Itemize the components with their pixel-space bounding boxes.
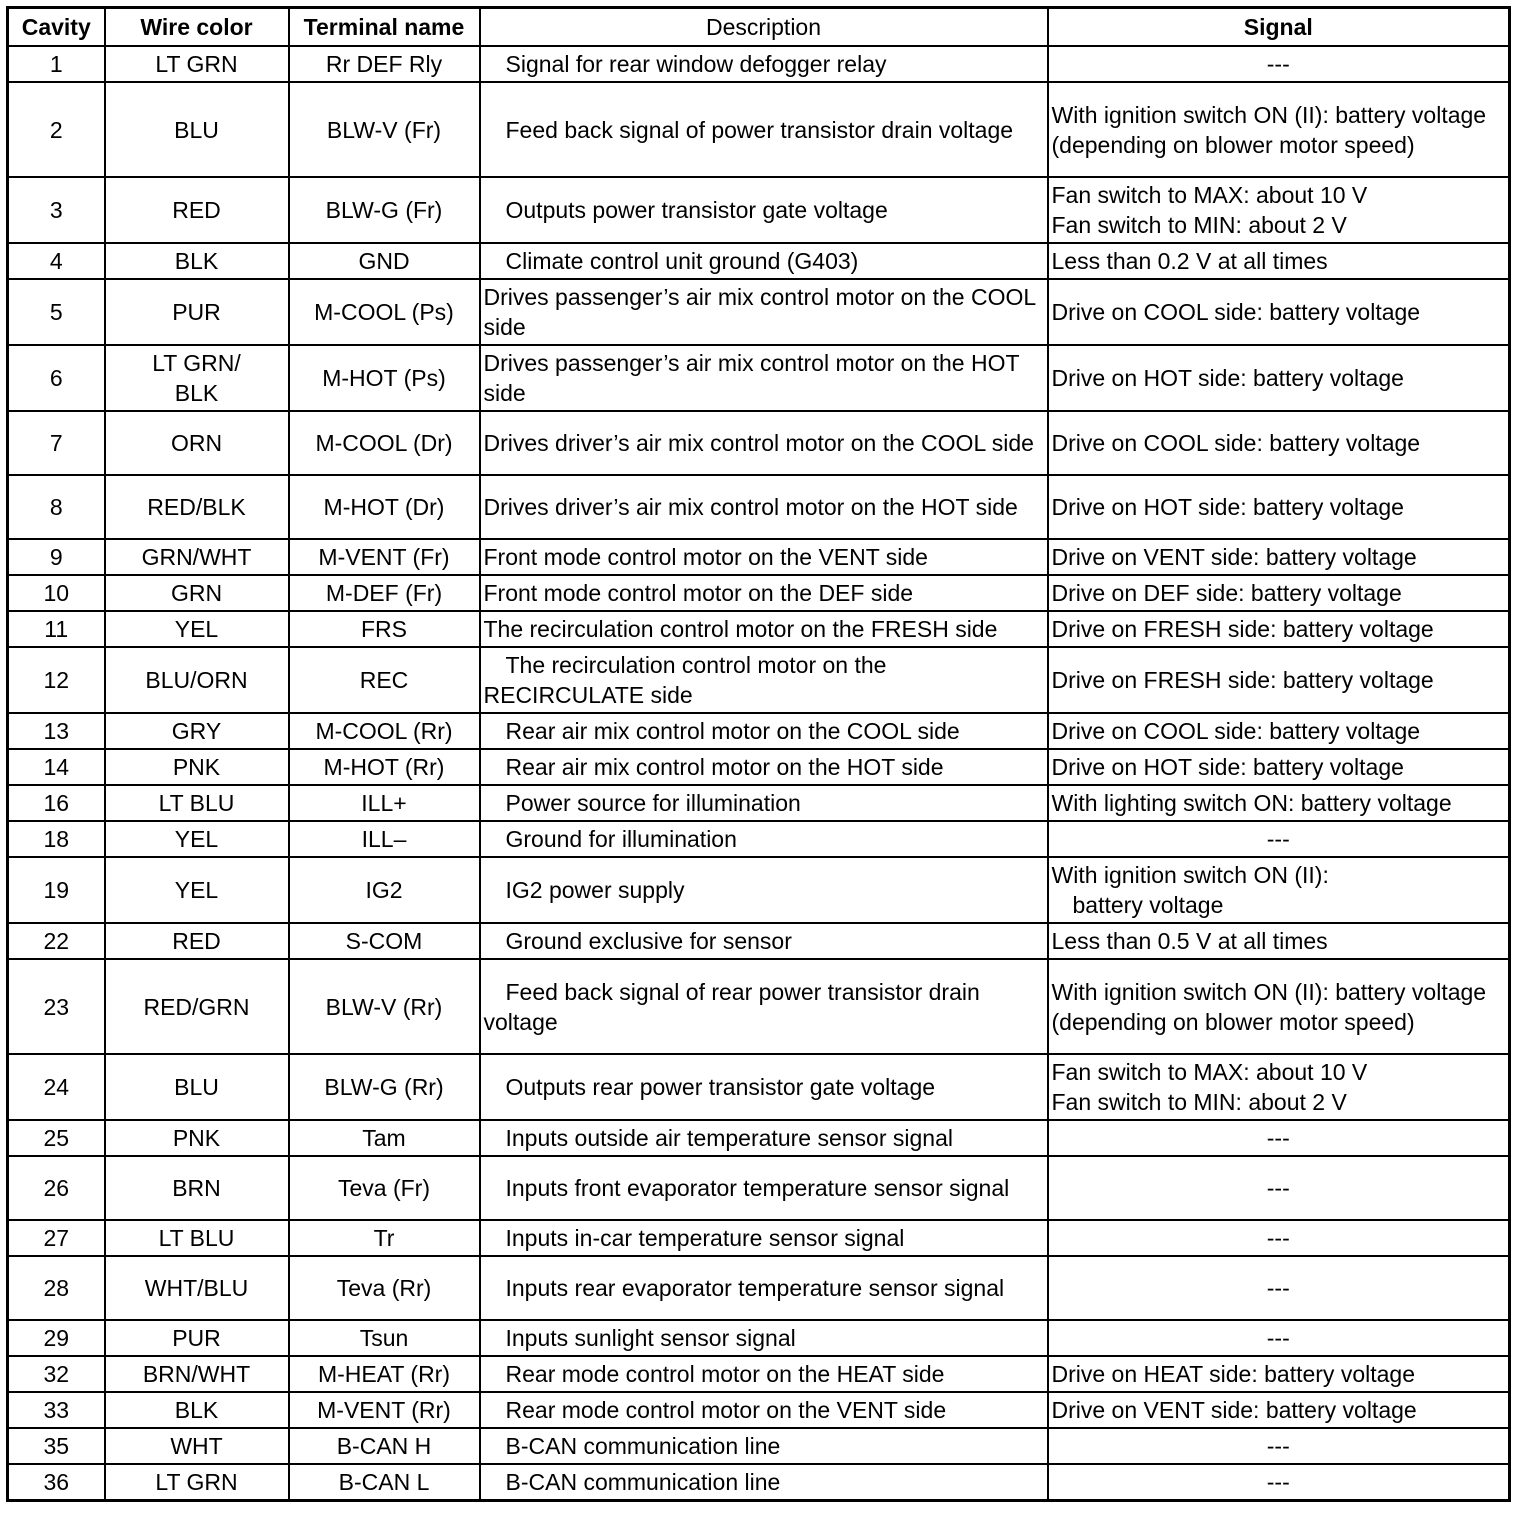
cell-description: Feed back signal of rear power transistor drain voltage [480,959,1048,1054]
cell-description: Rear air mix control motor on the COOL side [480,713,1048,749]
cell-cavity: 10 [8,575,105,611]
cell-cavity: 27 [8,1220,105,1256]
cell-signal: Drive on FRESH side: battery voltage [1048,647,1510,713]
cell-wire-color: BLK [105,1392,289,1428]
table-row [8,749,1510,785]
cell-cavity: 8 [8,475,105,539]
cell-signal: Drive on VENT side: battery voltage [1048,1392,1510,1428]
table-row [8,785,1510,821]
table-row [8,821,1510,857]
cell-terminal-name: M-VENT (Rr) [289,1392,480,1428]
pinout-table-container [6,6,1508,1502]
header-wire-color: Wire color [105,8,289,47]
cell-cavity: 36 [8,1464,105,1501]
cell-description: Drives driver’s air mix control motor on the HOT side [480,475,1048,539]
cell-cavity: 29 [8,1320,105,1356]
table-row [8,1356,1510,1392]
cell-terminal-name: REC [289,647,480,713]
cell-wire-color: GRN [105,575,289,611]
table-row [8,177,1510,243]
cell-description: The recirculation control motor on the FRESH side [480,611,1048,647]
cell-wire-color: YEL [105,821,289,857]
cell-terminal-name: Tam [289,1120,480,1156]
cell-description: Rear air mix control motor on the HOT side [480,749,1048,785]
cell-terminal-name: M-COOL (Dr) [289,411,480,475]
cell-signal: Drive on HEAT side: battery voltage [1048,1356,1510,1392]
cell-wire-color: BLU [105,1054,289,1120]
cell-description: Drives driver’s air mix control motor on the COOL side [480,411,1048,475]
cell-terminal-name: BLW-G (Fr) [289,177,480,243]
cell-description: Front mode control motor on the VENT side [480,539,1048,575]
pinout-table [6,6,1511,1502]
cell-wire-color: RED/GRN [105,959,289,1054]
cell-terminal-name: B-CAN H [289,1428,480,1464]
cell-signal: Drive on FRESH side: battery voltage [1048,611,1510,647]
cell-wire-color: ORN [105,411,289,475]
table-row [8,46,1510,82]
cell-signal: Fan switch to MAX: about 10 V Fan switch to MIN: about 2 V [1048,1054,1510,1120]
cell-description: Ground exclusive for sensor [480,923,1048,959]
cell-cavity: 13 [8,713,105,749]
cell-cavity: 5 [8,279,105,345]
cell-cavity: 24 [8,1054,105,1120]
cell-terminal-name: M-COOL (Rr) [289,713,480,749]
cell-cavity: 28 [8,1256,105,1320]
cell-wire-color: WHT/BLU [105,1256,289,1320]
cell-signal: --- [1048,1156,1510,1220]
cell-description: Inputs rear evaporator temperature sensor signal [480,1256,1048,1320]
table-row [8,1256,1510,1320]
cell-terminal-name: M-COOL (Ps) [289,279,480,345]
cell-wire-color: LT BLU [105,785,289,821]
cell-signal: Drive on HOT side: battery voltage [1048,475,1510,539]
cell-signal: Drive on COOL side: battery voltage [1048,279,1510,345]
cell-description: Signal for rear window defogger relay [480,46,1048,82]
header-cavity: Cavity [8,8,105,47]
cell-cavity: 32 [8,1356,105,1392]
cell-description: Inputs in-car temperature sensor signal [480,1220,1048,1256]
cell-description: The recirculation control motor on the RECIRCULATE side [480,647,1048,713]
cell-description: IG2 power supply [480,857,1048,923]
cell-terminal-name: M-VENT (Fr) [289,539,480,575]
cell-signal: --- [1048,1256,1510,1320]
cell-signal: Drive on COOL side: battery voltage [1048,713,1510,749]
cell-wire-color: PUR [105,279,289,345]
cell-cavity: 7 [8,411,105,475]
cell-signal: Drive on VENT side: battery voltage [1048,539,1510,575]
table-row [8,857,1510,923]
cell-wire-color: LT GRN [105,1464,289,1501]
cell-wire-color: GRN/WHT [105,539,289,575]
cell-cavity: 11 [8,611,105,647]
header-terminal-name: Terminal name [289,8,480,47]
table-row [8,1220,1510,1256]
cell-description: Climate control unit ground (G403) [480,243,1048,279]
table-row [8,279,1510,345]
cell-wire-color: RED [105,177,289,243]
cell-terminal-name: Tr [289,1220,480,1256]
cell-terminal-name: S-COM [289,923,480,959]
cell-terminal-name: B-CAN L [289,1464,480,1501]
table-row [8,82,1510,177]
cell-wire-color: GRY [105,713,289,749]
cell-wire-color: PNK [105,1120,289,1156]
cell-description: Outputs power transistor gate voltage [480,177,1048,243]
cell-signal: Fan switch to MAX: about 10 V Fan switch to MIN: about 2 V [1048,177,1510,243]
cell-description: Rear mode control motor on the VENT side [480,1392,1048,1428]
table-row [8,1120,1510,1156]
cell-wire-color: BLU/ORN [105,647,289,713]
cell-terminal-name: ILL+ [289,785,480,821]
cell-description: Front mode control motor on the DEF side [480,575,1048,611]
cell-cavity: 19 [8,857,105,923]
cell-terminal-name: BLW-V (Fr) [289,82,480,177]
header-description: Description [480,8,1048,47]
table-row [8,611,1510,647]
cell-terminal-name: M-HOT (Dr) [289,475,480,539]
cell-cavity: 18 [8,821,105,857]
table-row [8,345,1510,411]
cell-wire-color: LT GRN [105,46,289,82]
table-row [8,539,1510,575]
cell-description: Inputs outside air temperature sensor signal [480,1120,1048,1156]
cell-signal: With ignition switch ON (II): battery voltage [1048,857,1510,923]
table-row [8,243,1510,279]
table-row [8,1392,1510,1428]
cell-description: Power source for illumination [480,785,1048,821]
cell-wire-color: PUR [105,1320,289,1356]
cell-wire-color: YEL [105,611,289,647]
cell-wire-color: RED [105,923,289,959]
cell-cavity: 12 [8,647,105,713]
table-row [8,959,1510,1054]
cell-wire-color: BRN/WHT [105,1356,289,1392]
cell-description: Rear mode control motor on the HEAT side [480,1356,1048,1392]
cell-description: Ground for illumination [480,821,1048,857]
cell-wire-color: WHT [105,1428,289,1464]
table-row [8,923,1510,959]
cell-wire-color: LT BLU [105,1220,289,1256]
cell-signal: --- [1048,46,1510,82]
cell-description: Inputs sunlight sensor signal [480,1320,1048,1356]
cell-terminal-name: M-HOT (Rr) [289,749,480,785]
cell-cavity: 14 [8,749,105,785]
cell-signal: --- [1048,1120,1510,1156]
table-row [8,713,1510,749]
cell-cavity: 22 [8,923,105,959]
cell-signal: Drive on DEF side: battery voltage [1048,575,1510,611]
cell-wire-color: BRN [105,1156,289,1220]
cell-description: Drives passenger’s air mix control motor on the HOT side [480,345,1048,411]
cell-terminal-name: M-DEF (Fr) [289,575,480,611]
cell-terminal-name: M-HOT (Ps) [289,345,480,411]
cell-terminal-name: IG2 [289,857,480,923]
cell-signal: --- [1048,1320,1510,1356]
table-row [8,575,1510,611]
cell-description: B-CAN communication line [480,1464,1048,1501]
header-signal: Signal [1048,8,1510,47]
cell-cavity: 25 [8,1120,105,1156]
cell-terminal-name: Rr DEF Rly [289,46,480,82]
cell-signal: With ignition switch ON (II): battery voltage (depending on blower motor speed) [1048,959,1510,1054]
cell-description: Feed back signal of power transistor drain voltage [480,82,1048,177]
cell-cavity: 6 [8,345,105,411]
cell-cavity: 33 [8,1392,105,1428]
cell-cavity: 26 [8,1156,105,1220]
cell-terminal-name: Teva (Fr) [289,1156,480,1220]
cell-cavity: 16 [8,785,105,821]
table-row [8,1054,1510,1120]
cell-signal: Less than 0.2 V at all times [1048,243,1510,279]
cell-cavity: 1 [8,46,105,82]
cell-signal: Drive on COOL side: battery voltage [1048,411,1510,475]
cell-terminal-name: BLW-V (Rr) [289,959,480,1054]
cell-signal: Drive on HOT side: battery voltage [1048,749,1510,785]
table-row [8,1156,1510,1220]
table-row [8,1428,1510,1464]
cell-cavity: 3 [8,177,105,243]
table-header [8,8,1510,47]
table-row [8,475,1510,539]
cell-cavity: 2 [8,82,105,177]
cell-signal: --- [1048,821,1510,857]
table-row [8,1320,1510,1356]
cell-description: B-CAN communication line [480,1428,1048,1464]
cell-wire-color: BLK [105,243,289,279]
cell-signal: --- [1048,1428,1510,1464]
cell-terminal-name: BLW-G (Rr) [289,1054,480,1120]
cell-cavity: 9 [8,539,105,575]
table-row [8,411,1510,475]
cell-description: Inputs front evaporator temperature sensor signal [480,1156,1048,1220]
cell-cavity: 35 [8,1428,105,1464]
cell-wire-color: YEL [105,857,289,923]
cell-signal: With ignition switch ON (II): battery voltage (depending on blower motor speed) [1048,82,1510,177]
cell-wire-color: RED/BLK [105,475,289,539]
cell-terminal-name: M-HEAT (Rr) [289,1356,480,1392]
cell-cavity: 23 [8,959,105,1054]
cell-signal: --- [1048,1464,1510,1501]
cell-terminal-name: ILL– [289,821,480,857]
table-body [8,46,1510,1501]
cell-signal: With lighting switch ON: battery voltage [1048,785,1510,821]
cell-wire-color: PNK [105,749,289,785]
table-row [8,1464,1510,1501]
cell-description: Drives passenger’s air mix control motor on the COOL side [480,279,1048,345]
cell-signal: Less than 0.5 V at all times [1048,923,1510,959]
cell-cavity: 4 [8,243,105,279]
cell-terminal-name: GND [289,243,480,279]
cell-terminal-name: Teva (Rr) [289,1256,480,1320]
cell-wire-color: LT GRN/ BLK [105,345,289,411]
header-row [8,8,1510,47]
cell-wire-color: BLU [105,82,289,177]
cell-terminal-name: Tsun [289,1320,480,1356]
cell-terminal-name: FRS [289,611,480,647]
cell-description: Outputs rear power transistor gate voltage [480,1054,1048,1120]
table-row [8,647,1510,713]
cell-signal: --- [1048,1220,1510,1256]
cell-signal: Drive on HOT side: battery voltage [1048,345,1510,411]
